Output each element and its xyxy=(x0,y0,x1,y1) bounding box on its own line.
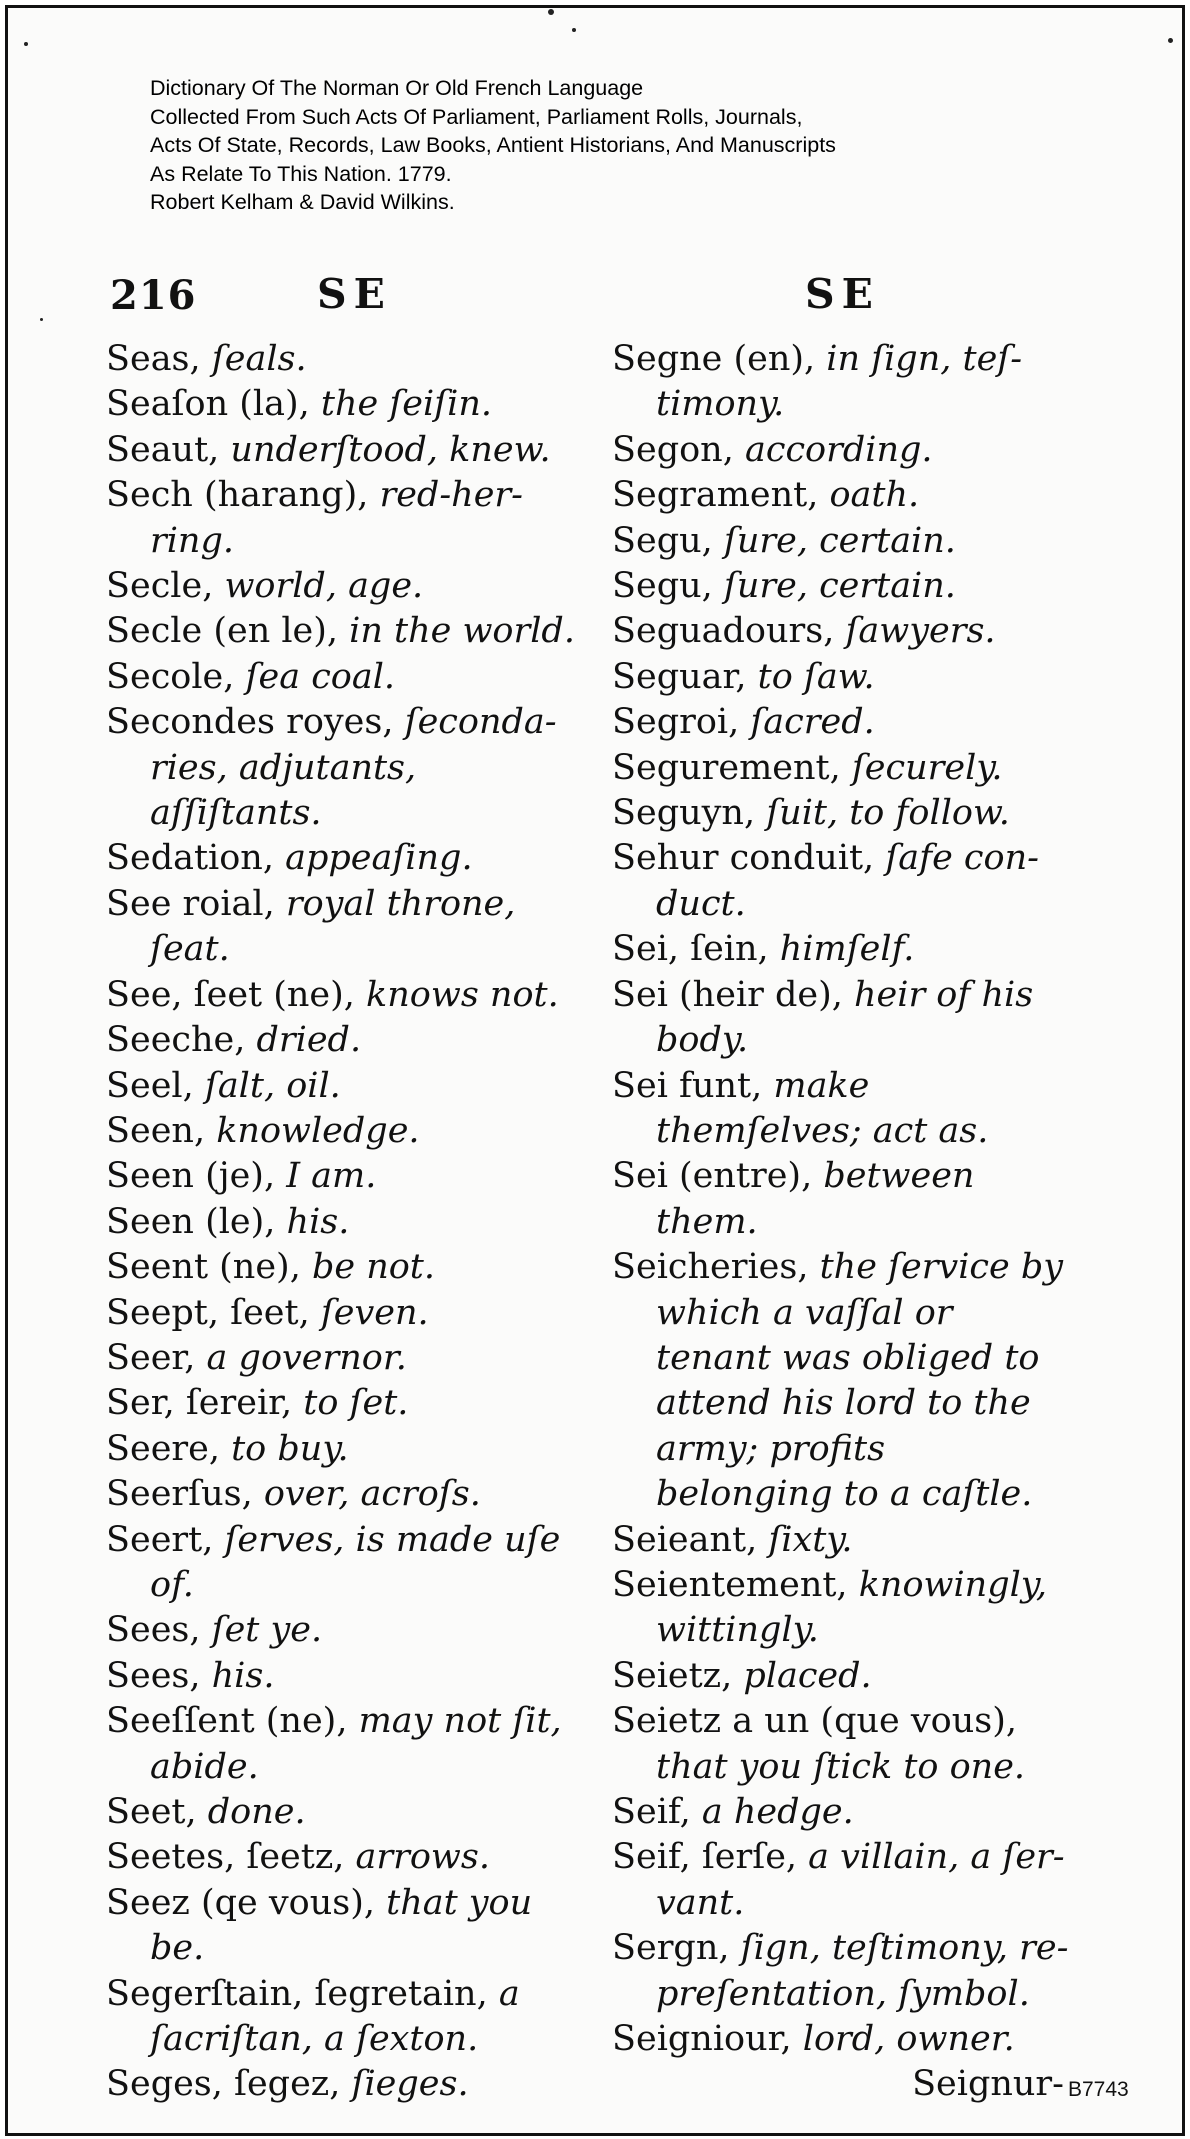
entry-definition: that you be. xyxy=(150,1882,533,1969)
entry-definition: ſixty. xyxy=(768,1519,853,1560)
dictionary-entry xyxy=(612,791,1072,836)
header-authors: Robert Kelham & David Wilkins. xyxy=(150,190,455,214)
running-head-left: SE xyxy=(317,270,392,318)
entry-headword: Seert, xyxy=(106,1519,225,1560)
left-column xyxy=(106,337,584,2108)
dictionary-entry xyxy=(106,2062,584,2107)
dictionary-entry xyxy=(106,1381,584,1426)
entry-definition: that you ſtick to one. xyxy=(656,1746,1026,1787)
entry-headword: Segon, xyxy=(612,429,745,470)
dictionary-entry xyxy=(106,1472,584,1517)
entry-headword: See roial, xyxy=(106,883,286,924)
entry-headword: Seges, ſegez, xyxy=(106,2064,352,2105)
entry-definition: oath. xyxy=(829,475,920,516)
entry-definition: dried. xyxy=(256,1020,362,1061)
entry-headword: Segerſtain, ſegretain, xyxy=(106,1973,499,2014)
entry-headword: Seen (le), xyxy=(106,1201,287,1242)
dictionary-entry xyxy=(612,609,1072,654)
dictionary-entry xyxy=(612,1154,1072,1245)
entry-headword: Sees, xyxy=(106,1610,212,1651)
entry-headword: Secle, xyxy=(106,566,225,607)
entry-headword: Seif, ſerſe, xyxy=(612,1837,809,1878)
page-number: 216 xyxy=(110,272,197,319)
dictionary-entry xyxy=(106,1608,584,1653)
entry-definition: ſuit, to follow. xyxy=(766,793,1010,834)
scan-speck xyxy=(1168,38,1173,43)
entry-headword: Seerſus, xyxy=(106,1474,264,1515)
entry-headword: Segu, xyxy=(612,566,724,607)
entry-definition: arrows. xyxy=(355,1837,490,1878)
collection-header xyxy=(150,74,1050,217)
entry-headword: Sehur conduit, xyxy=(612,838,886,879)
header-subtitle-line: As Relate To This Nation. 1779. xyxy=(150,161,452,186)
catchword: Seignur- xyxy=(912,2064,1064,2105)
entry-definition: to ſaw. xyxy=(757,656,875,697)
entry-definition: ſet ye. xyxy=(211,1610,323,1651)
entry-headword: Seet, xyxy=(106,1792,208,1832)
header-subtitle-line: Collected From Such Acts Of Parliament, Parliament Rolls, Journals, xyxy=(150,104,803,129)
entry-definition: between them. xyxy=(656,1156,975,1242)
entry-headword: Segurement, xyxy=(612,747,852,788)
entry-headword: Segroi, xyxy=(612,702,751,743)
entry-definition: world, age. xyxy=(224,566,424,607)
dictionary-entry xyxy=(106,564,584,609)
entry-definition: according. xyxy=(744,429,933,470)
dictionary-entry xyxy=(106,1790,584,1835)
entry-definition: ſure, certain. xyxy=(723,520,956,561)
entry-headword: Seen, xyxy=(106,1110,217,1151)
dictionary-entry xyxy=(106,1881,584,1972)
header-title: Dictionary Of The Norman Or Old French Language xyxy=(150,76,644,100)
dictionary-entry xyxy=(106,337,584,382)
entry-headword: Seicheries, xyxy=(612,1247,820,1288)
entry-definition: his. xyxy=(211,1655,275,1696)
dictionary-entry xyxy=(106,655,584,700)
entry-definition: appeaſing. xyxy=(285,838,473,879)
entry-headword: Sees, xyxy=(106,1655,212,1696)
entry-definition: knowledge. xyxy=(216,1110,420,1151)
dictionary-entry xyxy=(612,1835,1072,1926)
entry-headword: Seent (ne), xyxy=(106,1247,312,1288)
entry-definition: a hedge. xyxy=(701,1792,854,1832)
entry-definition: may not ſit, abide. xyxy=(150,1701,562,1787)
entry-headword: Sergn, xyxy=(612,1928,741,1969)
dictionary-entry xyxy=(612,519,1072,564)
entry-headword: Seer, xyxy=(106,1337,207,1378)
right-column xyxy=(612,337,1072,2108)
entry-definition: in the world. xyxy=(349,611,575,652)
dictionary-entry xyxy=(106,1654,584,1699)
dictionary-entry xyxy=(612,564,1072,609)
dictionary-entry xyxy=(612,428,1072,473)
entry-definition: a ſacriſtan, a ſexton. xyxy=(150,1973,520,2060)
entry-headword: Segne (en), xyxy=(612,339,827,379)
entry-definition: knows not. xyxy=(366,974,559,1015)
dictionary-entry xyxy=(612,836,1072,927)
entry-headword: Sedation, xyxy=(106,838,286,879)
dictionary-entry xyxy=(612,655,1072,700)
dictionary-entry xyxy=(106,836,584,881)
entry-definition: ſafe con-duct. xyxy=(656,838,1039,924)
header-subtitle-line: Acts Of State, Records, Law Books, Antient Historians, And Manuscripts xyxy=(150,133,836,157)
dictionary-entry xyxy=(106,473,584,564)
entry-headword: Seaut, xyxy=(106,429,231,470)
dictionary-entry xyxy=(612,1654,1072,1699)
entry-definition: I am. xyxy=(286,1156,377,1197)
dictionary-entry xyxy=(106,973,584,1018)
entry-definition: ſerves, is made uſe of. xyxy=(150,1519,561,1605)
entry-headword: Seez (qe vous), xyxy=(106,1882,387,1923)
entry-definition: knowingly, wittingly. xyxy=(656,1564,1048,1651)
entry-headword: Seietz a un (que vous), xyxy=(612,1701,1017,1742)
entry-headword: Seas, xyxy=(106,339,212,379)
dictionary-entry xyxy=(612,973,1072,1064)
entry-headword: Seietz, xyxy=(612,1655,744,1696)
entry-definition: the ſeiſin. xyxy=(320,384,492,425)
barcode-label: B7743 xyxy=(1068,2078,1129,2101)
dictionary-entry xyxy=(106,1018,584,1063)
dictionary-entry xyxy=(612,1563,1072,1654)
entry-definition: to ſet. xyxy=(303,1383,409,1424)
entry-headword: Seeche, xyxy=(106,1020,257,1061)
entry-definition: ſawyers. xyxy=(845,611,996,652)
entry-headword: Secole, xyxy=(106,656,246,697)
entry-definition: a villain, a ſer-vant. xyxy=(656,1837,1065,1923)
entry-headword: Seigniour, xyxy=(612,2019,803,2060)
dictionary-entry xyxy=(106,1291,584,1336)
entry-definition: in ſign, teſ-timony. xyxy=(656,339,1023,425)
dictionary-entry xyxy=(106,428,584,473)
entry-headword: Seif, xyxy=(612,1792,702,1832)
entry-headword: Seguadours, xyxy=(612,611,846,652)
entry-headword: Seel, xyxy=(106,1065,205,1106)
entry-definition: make themſelves; act as. xyxy=(656,1065,989,1151)
dictionary-entry xyxy=(612,1245,1072,1517)
entry-headword: Sei (entre), xyxy=(612,1156,824,1197)
dictionary-entry xyxy=(106,1154,584,1199)
dictionary-entry xyxy=(106,1835,584,1880)
dictionary-entry xyxy=(106,1699,584,1790)
dictionary-entry xyxy=(106,1109,584,1154)
entry-definition: ſign, teſtimony, re-preſentation, ſymbol. xyxy=(656,1928,1069,2014)
entry-definition: to buy. xyxy=(231,1428,349,1469)
dictionary-entry xyxy=(612,473,1072,518)
entry-headword: Segrament, xyxy=(612,475,830,516)
entry-headword: Seere, xyxy=(106,1428,232,1469)
dictionary-entry xyxy=(612,700,1072,745)
scan-speck xyxy=(40,318,43,321)
entry-definition: ſea coal. xyxy=(245,656,396,697)
scan-speck xyxy=(24,42,28,46)
entry-definition: his. xyxy=(286,1201,350,1242)
entry-headword: Seaſon (la), xyxy=(106,384,321,425)
running-head-right: SE xyxy=(805,270,880,318)
entry-headword: Seen (je), xyxy=(106,1156,287,1197)
entry-headword: Seguar, xyxy=(612,656,758,697)
entry-definition: be not. xyxy=(311,1247,435,1288)
entry-definition: royal throne, ſeat. xyxy=(150,883,516,970)
dictionary-entry xyxy=(106,1518,584,1609)
entry-definition: ſeconda-ries, adjutants, aſſiſtants. xyxy=(150,702,557,834)
dictionary-entry xyxy=(106,382,584,427)
entry-headword: Sei (heir de), xyxy=(612,974,854,1015)
dictionary-entry xyxy=(106,1972,584,2063)
entry-headword: Seetes, ſeetz, xyxy=(106,1837,356,1878)
entry-definition: lord, owner. xyxy=(802,2019,1015,2060)
entry-headword: Ser, ſereir, xyxy=(106,1383,304,1424)
dictionary-entry xyxy=(612,1518,1072,1563)
dictionary-entry xyxy=(106,700,584,836)
entry-definition: the ſervice by which a vaſſal or tenant was obliged to attend his lord to the army; profits belonging to a caſtle. xyxy=(656,1247,1064,1515)
entry-definition: done. xyxy=(207,1792,306,1832)
entry-headword: Seguyn, xyxy=(612,793,767,834)
entry-headword: Segu, xyxy=(612,520,724,561)
dictionary-entry xyxy=(106,1200,584,1245)
entry-definition: over, acroſs. xyxy=(263,1474,481,1515)
dictionary-entry xyxy=(612,746,1072,791)
entry-definition: a governor. xyxy=(206,1337,407,1378)
entry-headword: Seientement, xyxy=(612,1564,859,1605)
dictionary-entry xyxy=(106,882,584,973)
entry-definition: ſecurely. xyxy=(851,747,1003,788)
entry-definition: ſieges. xyxy=(351,2064,469,2105)
dictionary-entry xyxy=(106,1064,584,1109)
dictionary-entry xyxy=(612,1064,1072,1155)
dictionary-entry xyxy=(106,1245,584,1290)
entry-definition: ſeven. xyxy=(320,1292,429,1333)
scan-speck xyxy=(572,28,576,32)
entry-definition: ſalt, oil. xyxy=(204,1065,341,1106)
entry-definition: himſelf. xyxy=(779,929,915,970)
dictionary-entry xyxy=(106,609,584,654)
entry-headword: Sei funt, xyxy=(612,1065,774,1106)
entry-definition: ſeals. xyxy=(211,339,307,379)
entry-headword: Seieant, xyxy=(612,1519,769,1560)
entry-definition: underſtood, knew. xyxy=(230,429,551,470)
entry-headword: Sei, ſein, xyxy=(612,929,780,970)
dictionary-entry xyxy=(612,2017,1072,2062)
entry-headword: Secondes royes, xyxy=(106,702,405,743)
dictionary-entry xyxy=(612,1926,1072,2017)
entry-headword: Secle (en le), xyxy=(106,611,350,652)
entry-definition: ſure, certain. xyxy=(723,566,956,607)
scan-speck xyxy=(548,9,554,15)
dictionary-entry xyxy=(612,1699,1072,1790)
dictionary-entry xyxy=(106,1427,584,1472)
entry-definition: heir of his body. xyxy=(656,974,1034,1061)
dictionary-entry xyxy=(612,1790,1072,1835)
dictionary-entry xyxy=(612,337,1072,428)
dictionary-entry xyxy=(106,1336,584,1381)
dictionary-entry xyxy=(612,927,1072,972)
entry-definition: red-her-ring. xyxy=(150,475,523,561)
entry-definition: placed. xyxy=(743,1655,872,1696)
entry-headword: Seept, ſeet, xyxy=(106,1292,321,1333)
entry-headword: See, ſeet (ne), xyxy=(106,974,367,1015)
entry-headword: Seeſſent (ne), xyxy=(106,1701,359,1742)
entry-headword: Sech (harang), xyxy=(106,475,380,516)
entry-definition: ſacred. xyxy=(750,702,875,743)
